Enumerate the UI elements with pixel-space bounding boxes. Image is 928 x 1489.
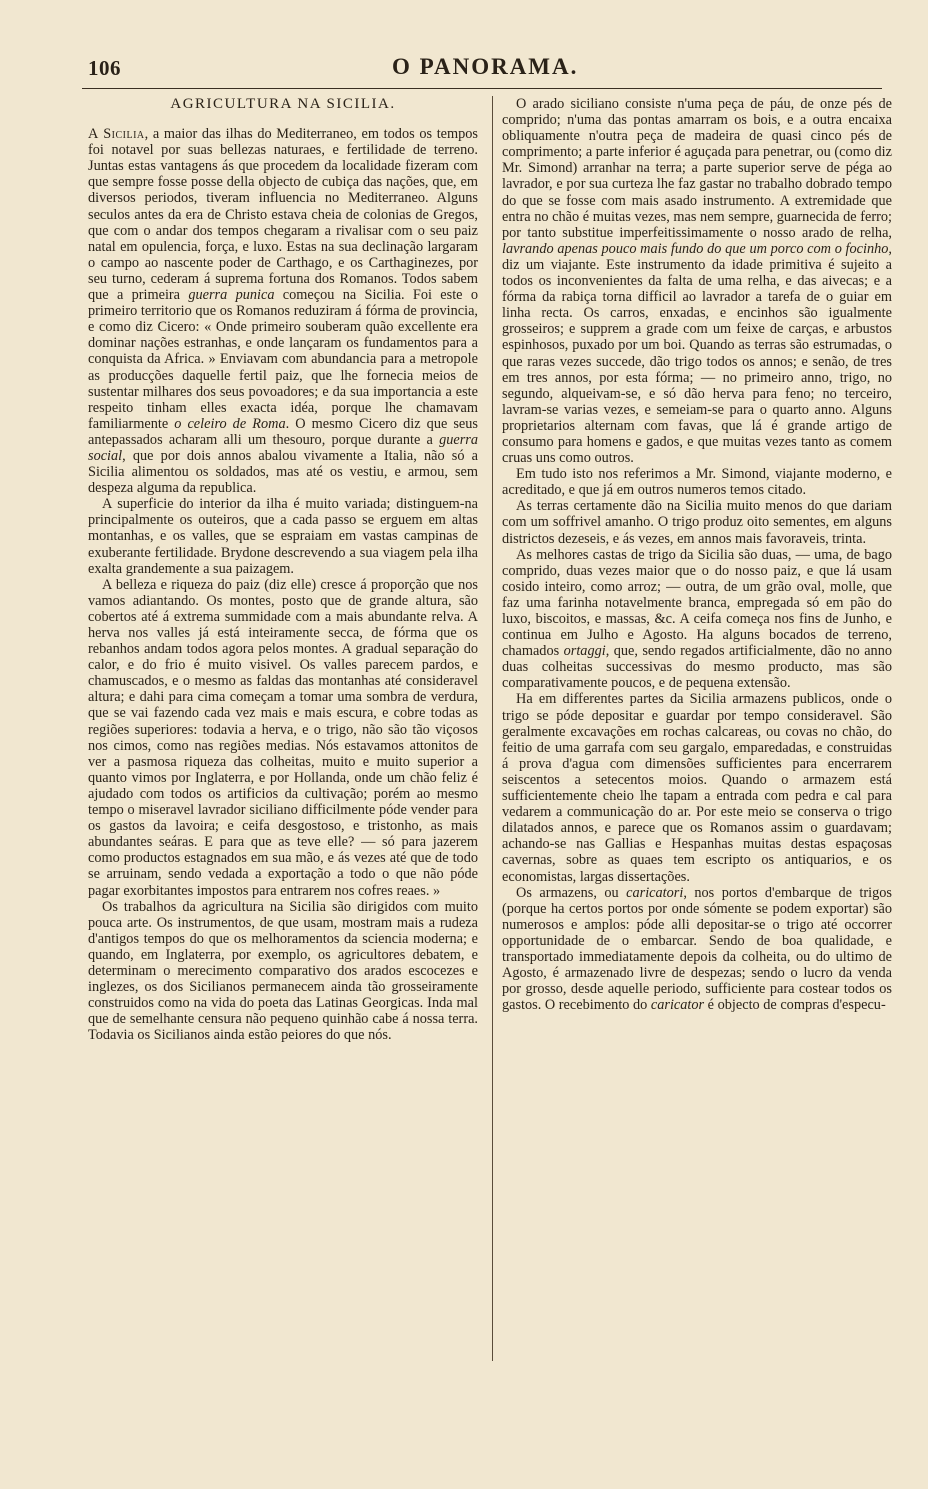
paragraph [502,96,892,466]
text-run: , a maior das ilhas do Mediterraneo, em todos os tempos foi notavel por suas bellezas naturaes, e fertilidade de terreno. Juntas estas vantagens ás que procedem da localidade fizeram com que sempre fosse posse della objecto de cubiça das nações, que, em diversos periodos, tiveram influencia no Mediterraneo. Alguns seculos antes da era de Christo estava cheia de colonias de Gregos, que com o andar dos tempos chegaram a rivalisar com o seu paiz natal em opulencia, força, e luxo. Estas na sua declinação largaram o campo ao nascente poder de Carthago, e os Carthaginezes, por seu turno, cederam á suprema fortuna dos Romanos. Todos sabem que a primeira [88,126,478,304]
left-column [88,96,478,1043]
right-column-body [502,96,892,1013]
text-run: As melhores castas de trigo da Sicilia são duas, — uma, de bago comprido, duas vezes maior que o do nosso paiz, e que lá usam cosido inteiro, como arroz; — outra, de um grão oval, molle, que faz uma farinha notavelmente branca, empregada só em pão do luxo, biscoitos, e massas, &c. A ceifa começa nos fins de Junho, e continua em Julho e Agosto. Ha alguns bocados de terreno, chamados [502,546,892,660]
left-column-body [88,126,478,1043]
italic-phrase: lavrando apenas pouco mais fundo do que um porco com o focinho [502,240,889,257]
text-run: A superficie do interior da ilha é muito variada; distinguem-na principalmente os outeiros, que a cada passo se erguem em altas montanhas, e os valles, que se espraiam em vastas campinas de exuberante fertilidade. Brydone descrevendo a sua viagem pela ilha exalta grandemente a sua paizagem. [88,496,478,577]
italic-phrase: caricator [650,997,705,1014]
text-run: Os trabalhos da agricultura na Sicilia são dirigidos com muito pouca arte. Os instrumentos, de que usam, mostram mais a rudeza d'antigos tempos do que os melhoramentos da sciencia moderna; e quando, em Inglaterra, por exemplo, os agricultores debatem, e determinam o merecimento comparativo dos arados escocezes e inglezes, os dos Sicilianos permanecem ainda tão grosseiramente construidos como na vida do poeta das Latinas Georgicas. Inda mal que de semelhante censura não pequeno quinhão cabe á nossa terra. Todavia os Sicilianos ainda estão peiores do que nós. [88,898,478,1044]
text-run: A belleza e riqueza do paiz (diz elle) cresce á proporção que nos vamos adiantando. Os montes, posto que de grande altura, são cobertos até á extrema summidade com a mais abundante relva. A herva nos valles já está inteiramente secca, de fórma que os rebanhos andam todos agora pelos montes. A gradual separação do calor, e do frio é muito visivel. Os valles parecem pardos, e chamuscados, e o mesmo as faldas das montanhas até consideravel altura; e dahi para cima começam a tomar uma sombra de verdura, que se vai fazendo cada vez mais e mais escura, e cobre todas as regiões superiores: todavia a herva, e o trigo, não são tão viçosos nos cimos, como nas regiões medias. Nós estavamos attonitos de ver a pasmosa riqueza das colheitas, muito e muito superior a quanto vimos por Inglaterra, e por Hollanda, onde um chão feliz é ajudado com todos os artificios da cultivação; porém ao mesmo tempo o miseravel lavrador siciliano difficilmente póde vender para os gastos da lavoira; e ceifa desgostoso, e tristonho, as mais abundantes seáras. E para que as teve elle? — só para jazerem como productos estagnados em sua mão, e ás vezes até que de todo se arruinam, sendo vedada a exportação a todo o que não póde pagar exorbitantes impostos para entrarem nos cofres reaes. » [88,576,478,899]
text-run: As terras certamente dão na Sicilia muito menos do que dariam com um soffrivel amanho. O trigo produz oito sementes, em alguns districtos dezeseis, e ás vezes, em annos mais favoraveis, trinta. [502,498,892,547]
italic-phrase: o celeiro de Roma [174,415,286,432]
text-run: , diz um viajante. Este instrumento da idade primitiva é sujeito a todos os inconvenientes da falta de uma relha, e das aivecas; e a fórma da rabiça torna difficil ao lavrador a tarefa de o guiar em linha recta. Os carros, enxadas, e encinhos são igualmente grosseiros; e supprem a grade com um feixe de carças, e arbustos espinhosos, puxado por um boi. Quando as terras são estrumadas, o que raras vezes succede, dão trigo todos os annos; e senão, de tres em tres annos, por esta fórma; — no primeiro anno, trigo, no segundo, alqueivam-se, e só dão herva para feno; no terceiro, lavram-se varias vezes, e semeiam-se para o quarto anno. Alguns proprietarios alternam com favas, que lá é grande artigo de consumo para homens e gados, e que muitas vezes tanto as comem cruas uns como outros. [502,240,892,467]
text-run: é objecto de compras d'especu- [704,997,886,1014]
paragraph [88,899,478,1044]
text-run: . O mesmo Cicero diz que seus antepassados acharam alli um thesouro, porque durante a [88,415,478,448]
paragraph [502,466,892,498]
paragraph [502,691,892,884]
text-run: , nos portos d'embarque de trigos (porque ha certos portos por onde sómente se podem exportar) são numerosos e amplos: póde alli depositar-se o trigo até occorrer opportunidade de o embarcar. Sendo de boa qualidade, e transportado immediatamente depois da colheita, ou do ultimo de Agosto, é armazenado livre de despezas; sendo o lucro da venda por grosso, desde aquelle periodo, sufficiente para costear todos os gastos. O recebimento do [502,884,892,1014]
article-title: AGRICULTURA NA SICILIA. [170,96,396,112]
header-rule [82,88,882,89]
text-run: Em tudo isto nos referimos a Mr. Simond, viajante moderno, e acreditado, e que já em outros numeros temos citado. [502,466,892,499]
paragraph [88,496,478,576]
text-run: , que por dois annos abalou vivamente a Italia, não só a Sicilia alimentou os soldados, mas até os vestiu, e armou, sem despeza alguma da republica. [88,447,478,497]
text-run: Ha em differentes partes da Sicilia armazens publicos, onde o trigo se póde depositar e guardar por tempo consideravel. São geralmente excavações em rochas calcareas, ou covas no chão, do feitio de uma garrafa com seu gargalo, emparedadas, e construidas á prova d'agua com dimensões sufficientes para encerrarem seiscentos a setecentos moios. Quando o armazem está sufficientemente cheio lhe tapam a entrada com pedra e cal para vedarem a communicação do ar. Por este meio se conserva o trigo dilatados annos, e parece que os Romanos assim o guardavam; achando-se nas Gallias e Hespanhas muitas destas espaçosas cavernas, sobre as quaes tem escripto os antiquarios, e os economistas, largas dissertações. [502,691,892,885]
text-run: começou na Sicilia. Foi este o primeiro territorio que os Romanos reduziram á fórma de provincia, e como diz Cicero: « Onde primeiro souberam quão excellente era dominar nações estranhas, e onde lançaram os fundamentos para a conquista da Africa. » Enviavam com abundancia para a metropole as producções daquelle fertil paiz, que lhe fornecia meios de sustentar milhares dos seus povoadores; e da sua importancia a este respeito tinham elles exacta idéa, porque lhe chamavam familiarmente [88,287,478,432]
journal-title: O PANORAMA. [392,54,579,79]
text-run: , que, sendo regados artificialmente, dão no anno duas colheitas successivas do mesmo producto, mas são comparativamente poucos, e de pequena extensão. [502,643,892,692]
right-column [502,96,892,1013]
paragraph [502,885,892,1014]
page-number: 106 [88,56,121,80]
text-run: O arado siciliano consiste n'uma peça de páu, de onze pés de comprido; n'uma das pontas amarram os bois, e a outra encaixa obliquamente n'outra peça de madeira de quasi cinco pés de comprimento; a parte inferior é aguçada para penetrar, ou (como diz Mr. Simond) arranhar na terra; a parte superior serve de péga ao lavrador, e por sua curteza lhe faz gastar no trabalho dobrado tempo do que se fosse com mais asado instrumento. A extremidade que entra no chão é muitas vezes, mas nem sempre, guarnecida de ferro; por tanto substitue imperfeitissimamente o nosso arado de relha, [502,96,892,241]
column-divider [492,96,493,1361]
lead-words: A Sicilia [88,126,145,143]
italic-phrase: caricatori [626,884,684,901]
italic-phrase: ortaggi [563,643,606,660]
page-header [82,52,882,86]
paragraph [502,547,892,692]
paragraph [88,577,478,899]
text-run: Os armazens, ou [516,884,627,901]
paragraph [88,126,478,496]
italic-phrase: guerra punica [188,287,275,304]
italic-phrase: guerra social [88,431,478,464]
paragraph [502,498,892,546]
